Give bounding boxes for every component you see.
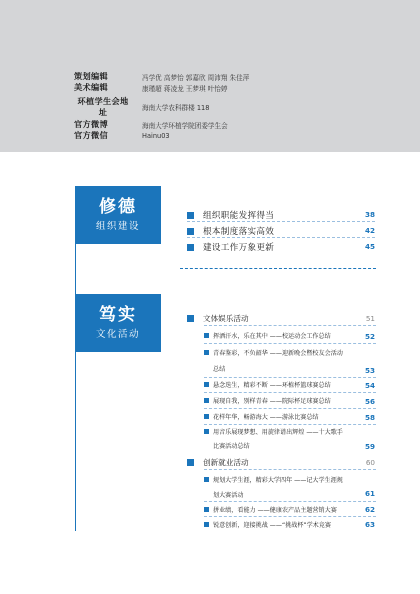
toc-page-number: 59 bbox=[364, 442, 375, 451]
toc-entry-label: 用音乐展现梦想、用旋律谱出辉煌 ——十大歌手 bbox=[213, 429, 343, 436]
bullet-square-icon bbox=[204, 477, 209, 482]
toc-entry[interactable] bbox=[187, 209, 274, 221]
toc-entry[interactable] bbox=[187, 241, 274, 253]
divider bbox=[204, 377, 376, 378]
bullet-square-icon bbox=[204, 398, 209, 403]
toc-page-number: 52 bbox=[364, 332, 375, 341]
toc-page-number: 56 bbox=[364, 397, 375, 406]
section-title: 修德 bbox=[99, 197, 137, 217]
credit-row-weibo bbox=[74, 119, 228, 130]
bullet-square-icon bbox=[204, 350, 209, 355]
toc-entry-label: 花样年华，畅游海大 ——游泳比赛总结 bbox=[213, 414, 319, 421]
toc-page-number: 53 bbox=[364, 366, 375, 375]
bullet-square-icon bbox=[187, 228, 194, 235]
toc-entry-label: 悬念迭生，精彩不断 ——环植杯篮球赛总结 bbox=[213, 382, 331, 389]
toc-entry[interactable] bbox=[204, 348, 343, 357]
credit-label: 官方微信 bbox=[74, 130, 108, 140]
toc-page-number: 61 bbox=[364, 489, 375, 498]
toc-group-label: 创新就业活动 bbox=[203, 458, 249, 467]
credit-value: 冯学优 高梦怡 郭嘉欣 周沛翔 朱佳萍 bbox=[142, 73, 250, 82]
credit-label: 策划编辑 bbox=[74, 71, 108, 81]
toc-page-number: 38 bbox=[364, 210, 375, 219]
credit-value: 康瑾超 蒋凌龙 王梦琪 叶怡婷 bbox=[142, 84, 228, 93]
toc-page-number: 42 bbox=[364, 226, 375, 235]
toc-entry-continuation: 总结 bbox=[213, 366, 226, 373]
toc-entry[interactable] bbox=[204, 412, 319, 421]
toc-page-number: 45 bbox=[364, 242, 375, 251]
credit-label: 官方微博 bbox=[74, 119, 108, 129]
toc-entry[interactable] bbox=[204, 505, 337, 514]
bullet-square-icon bbox=[187, 212, 194, 219]
divider bbox=[204, 392, 376, 393]
bullet-square-icon bbox=[187, 244, 194, 251]
bullet-square-icon bbox=[204, 333, 209, 338]
toc-entry[interactable] bbox=[187, 225, 274, 237]
toc-entry[interactable] bbox=[204, 520, 331, 529]
toc-page-number: 51 bbox=[365, 314, 375, 323]
toc-page-number: 63 bbox=[364, 520, 375, 529]
bullet-square-icon bbox=[204, 507, 209, 512]
bullet-square-icon bbox=[204, 382, 209, 387]
section-heading-dushi bbox=[75, 294, 161, 352]
credit-label: 美术编辑 bbox=[74, 82, 108, 92]
toc-entry[interactable] bbox=[204, 331, 331, 340]
section-heading-xiude bbox=[75, 186, 161, 244]
divider bbox=[204, 343, 376, 344]
section-subtitle: 组织建设 bbox=[95, 221, 140, 232]
toc-entry[interactable] bbox=[204, 427, 343, 436]
credit-value: 海南大学环植学院团委学生会 bbox=[142, 121, 228, 130]
toc-entry[interactable] bbox=[204, 475, 343, 484]
toc-group[interactable] bbox=[187, 457, 249, 468]
toc-entry-label: 锐意创新，迎接挑战 ——“挑战杯”学术竞赛 bbox=[213, 522, 331, 529]
toc-page-number: 58 bbox=[364, 413, 375, 422]
credit-row-art-editor bbox=[74, 82, 227, 93]
bullet-square-icon bbox=[204, 522, 209, 527]
toc-entry-label: 建设工作万象更新 bbox=[203, 243, 275, 253]
credit-row-planning-editor bbox=[74, 71, 249, 82]
toc-group[interactable] bbox=[187, 313, 249, 324]
toc-entry-continuation: 划大赛活动 bbox=[213, 492, 244, 499]
credit-row-wechat bbox=[74, 130, 170, 141]
section-title: 笃实 bbox=[99, 305, 137, 325]
divider bbox=[204, 516, 376, 517]
credit-value: Hainu03 bbox=[142, 131, 170, 140]
credit-value: 海南大学农科群楼 118 bbox=[142, 104, 210, 112]
divider bbox=[204, 469, 376, 470]
toc-page-number: 60 bbox=[365, 458, 375, 467]
credit-row-address bbox=[74, 96, 209, 118]
section-divider bbox=[180, 268, 376, 269]
bullet-square-icon bbox=[187, 315, 194, 322]
credit-label: 环植学生会地址 bbox=[77, 96, 129, 117]
toc-page-number: 54 bbox=[364, 381, 375, 390]
bullet-square-icon bbox=[204, 429, 209, 434]
section-subtitle: 文化活动 bbox=[95, 329, 140, 340]
divider bbox=[187, 221, 375, 222]
toc-group-label: 文体娱乐活动 bbox=[203, 314, 249, 323]
toc-entry-label: 展现自我，别样青春 ——院际杯足球赛总结 bbox=[213, 398, 331, 405]
toc-entry-label: 规划大学生涯，精彩大学四年 ——记大学生涯规 bbox=[213, 477, 343, 484]
toc-entry-label: 拼业绩，看能力 ——健康农产品主题营销大赛 bbox=[213, 507, 337, 514]
divider bbox=[204, 325, 376, 326]
toc-entry-label: 挥洒汗水，乐在其中 ——校运动会工作总结 bbox=[213, 333, 331, 340]
divider bbox=[204, 424, 376, 425]
toc-entry-continuation: 比赛活动总结 bbox=[213, 443, 250, 450]
toc-entry-label: 组织职能发挥得当 bbox=[203, 211, 275, 221]
credits-block bbox=[0, 0, 420, 152]
divider bbox=[187, 237, 375, 238]
toc-entry[interactable] bbox=[204, 380, 331, 389]
toc-page-number: 62 bbox=[364, 505, 375, 514]
toc-entry-label: 根本制度落实高效 bbox=[203, 227, 275, 237]
bullet-square-icon bbox=[187, 459, 194, 466]
toc-entry[interactable] bbox=[204, 396, 331, 405]
divider bbox=[204, 501, 376, 502]
divider bbox=[204, 408, 376, 409]
bullet-square-icon bbox=[204, 414, 209, 419]
toc-entry-label: 青春鉴彩，不负韶华 ——迎新晚会暨校友会活动 bbox=[213, 350, 343, 357]
